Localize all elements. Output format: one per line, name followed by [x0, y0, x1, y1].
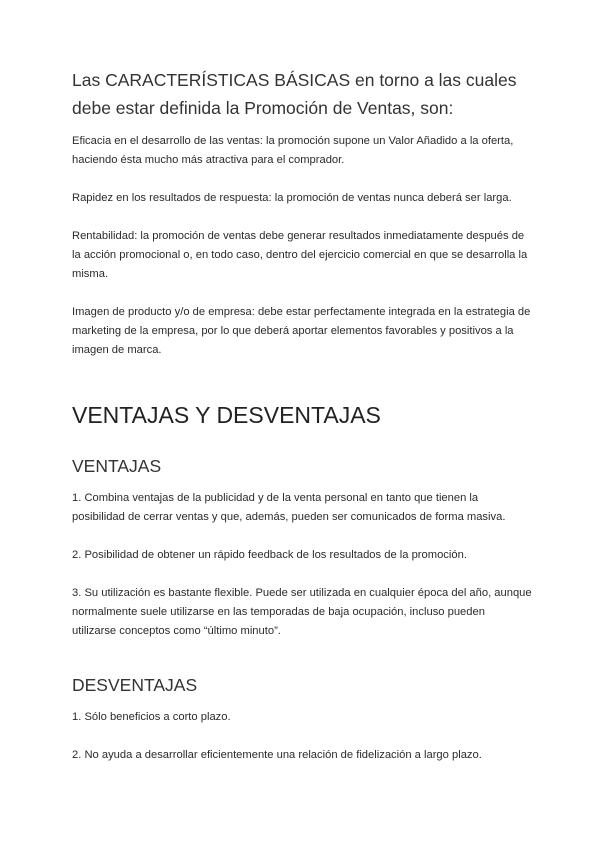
- intro-item-imagen: Imagen de producto y/o de empresa: debe estar perfectamente integrada en la estrategia de marketing de la empresa, por lo que deberá aportar elementos favorables y positivos a la imagen de marca.: [72, 306, 531, 356]
- intro-item-rentabilidad: Rentabilidad: la promoción de ventas debe generar resultados inmediatamente después de la acción promocional o, en todo caso, dentro del ejercicio comercial en que se desarrolla la misma.: [72, 230, 528, 280]
- spacer: [72, 208, 532, 227]
- desventajas-title: DESVENTAJAS: [72, 675, 198, 695]
- spacer: [72, 170, 532, 189]
- desventaja-item-2: 2. No ayuda a desarrollar eficientemente una relación de fidelización a largo plazo.: [72, 749, 482, 761]
- intro-heading: Las CARACTERÍSTICAS BÁSICAS en torno a las cuales debe estar definida la Promoción de Ventas, son:: [72, 70, 517, 118]
- spacer: [72, 284, 532, 303]
- ventaja-item-3: 3. Su utilización es bastante flexible. Puede ser utilizada en cualquier época del año, aunque normalmente suele utilizarse en las temporadas de baja ocupación, incluso pueden utilizarse conceptos como “último minuto”.: [72, 587, 532, 637]
- section-title: VENTAJAS Y DESVENTAJAS: [72, 402, 381, 428]
- desventaja-item-1: 1. Sólo beneficios a corto plazo.: [72, 711, 231, 723]
- ventaja-item-2: 2. Posibilidad de obtener un rápido feedback de los resultados de la promoción.: [72, 549, 467, 561]
- spacer: [72, 527, 532, 546]
- document-page: [72, 66, 532, 765]
- ventajas-title: VENTAJAS: [72, 456, 162, 476]
- intro-item-rapidez: Rapidez en los resultados de respuesta: la promoción de ventas nunca deberá ser larga.: [72, 192, 512, 204]
- spacer: [72, 565, 532, 584]
- spacer: [72, 727, 532, 746]
- ventaja-item-1: 1. Combina ventajas de la publicidad y de la venta personal en tanto que tienen la posibilidad de cerrar ventas y que, además, pueden ser comunicados de forma masiva.: [72, 492, 506, 523]
- intro-item-eficacia: Eficacia en el desarrollo de las ventas: la promoción supone un Valor Añadido a la oferta, haciendo ésta mucho más atractiva para el comprador.: [72, 135, 514, 166]
